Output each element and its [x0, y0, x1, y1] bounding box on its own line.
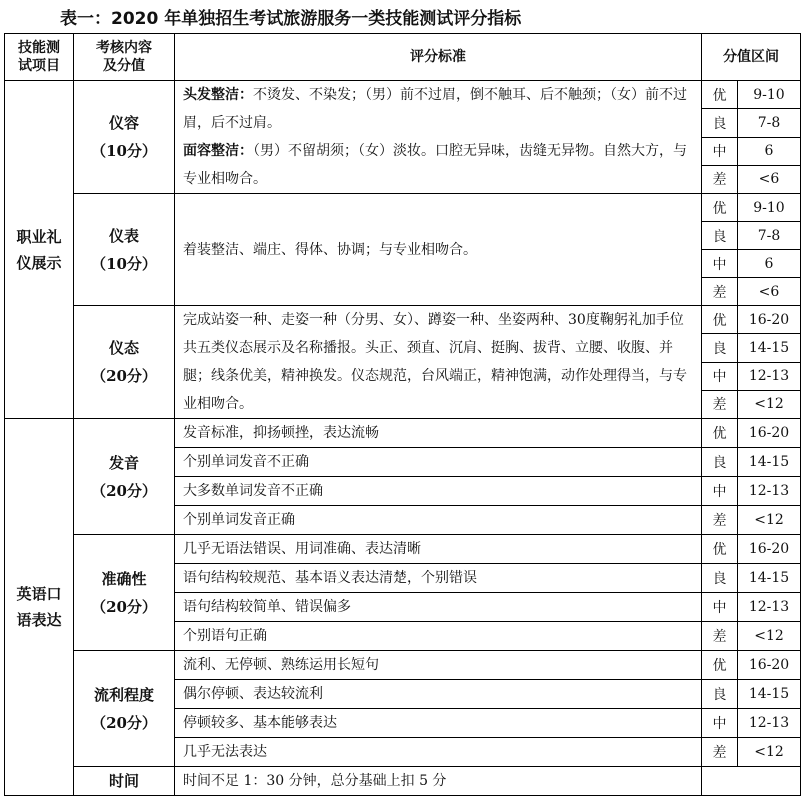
table-row: [5, 535, 801, 564]
table-row: [5, 767, 801, 796]
subitem-score: （20分）: [91, 713, 157, 732]
grade-cell: 优: [702, 194, 738, 222]
grade-cell: 中: [702, 250, 738, 278]
criteria-cell: 大多数单词发音不正确: [175, 477, 702, 506]
score-cell: 16-20: [738, 419, 801, 448]
criteria-cell: 语句结构较规范、基本语义表达清楚，个别错误: [175, 564, 702, 593]
hair-text: 不烫发、不染发；（男）前不过眉，倒不触耳、后不触颈；（女）前不过眉，后不过肩。: [183, 87, 687, 131]
criteria-cell: 个别单词发音正确: [175, 506, 702, 535]
header-skill-line2: 试项目: [18, 58, 60, 74]
grade-cell: 良: [702, 680, 738, 709]
score-cell: 16-20: [738, 651, 801, 680]
grade-cell: 差: [702, 738, 738, 767]
category-line2: 语表达: [16, 611, 62, 629]
score-cell: 12-13: [738, 362, 801, 390]
criteria-cell: 发音标准，抑扬顿挫，表达流畅: [175, 419, 702, 448]
subitem-name: 仪态: [108, 339, 139, 357]
score-cell: 6: [738, 137, 801, 165]
subitem-score: （20分）: [91, 367, 157, 385]
criteria-cell: 个别单词发音不正确: [175, 448, 702, 477]
grade-cell: 优: [702, 651, 738, 680]
subitem-score: （10分）: [91, 142, 157, 160]
score-cell: 14-15: [738, 564, 801, 593]
criteria-cell: 偶尔停顿、表达较流利: [175, 680, 702, 709]
grade-cell: 良: [702, 448, 738, 477]
criteria-cell: 停顿较多、基本能够表达: [175, 709, 702, 738]
header-content: [74, 34, 175, 81]
score-cell: 12-13: [738, 709, 801, 738]
page-title: 表一：2020 年单独招生考试旅游服务一类技能测试评分指标: [60, 9, 522, 29]
grade-cell: 中: [702, 362, 738, 390]
grade-cell: 中: [702, 709, 738, 738]
criteria-cell: 个别语句正确: [175, 622, 702, 651]
subitem-score: （10分）: [91, 254, 157, 273]
score-cell: 14-15: [738, 448, 801, 477]
criteria-dress: 着装整洁、端庄、得体、协调；与专业相吻合。: [175, 194, 702, 306]
table-row: [5, 306, 801, 334]
subitem-score: （20分）: [91, 481, 157, 500]
table-row: [5, 651, 801, 680]
empty-cell: [702, 767, 801, 796]
grade-cell: 优: [702, 535, 738, 564]
category-line1: 英语口: [16, 585, 62, 603]
subitem-posture: [74, 306, 175, 419]
header-content-line2: 及分值: [103, 58, 145, 74]
grade-cell: 中: [702, 477, 738, 506]
score-cell: 9-10: [738, 194, 801, 222]
category-line2: 仪展示: [16, 253, 62, 272]
header-skill-line1: 技能测: [18, 40, 60, 56]
subitem-name: 发音: [108, 453, 139, 472]
subitem-score: （20分）: [91, 597, 157, 616]
subitem-pronunciation: [74, 419, 175, 535]
score-cell: 16-20: [738, 535, 801, 564]
criteria-cell: 语句结构较简单、错误偏多: [175, 593, 702, 622]
score-cell: <6: [738, 278, 801, 306]
score-cell: 9-10: [738, 81, 801, 109]
score-cell: 16-20: [738, 306, 801, 334]
grade-cell: 差: [702, 622, 738, 651]
grade-cell: 差: [702, 165, 738, 193]
header-row: [5, 34, 801, 81]
score-cell: <6: [738, 165, 801, 193]
score-cell: <12: [738, 622, 801, 651]
scoring-table: [4, 33, 801, 796]
header-skill: [5, 34, 74, 81]
score-cell: <12: [738, 506, 801, 535]
score-cell: 14-15: [738, 680, 801, 709]
grade-cell: 差: [702, 506, 738, 535]
grade-cell: 良: [702, 109, 738, 137]
criteria-cell: 几乎无法表达: [175, 738, 702, 767]
header-content-line1: 考核内容: [96, 40, 152, 56]
criteria-appearance: [175, 81, 702, 194]
grade-cell: 优: [702, 419, 738, 448]
hair-label: 头发整洁：: [183, 87, 253, 103]
criteria-posture: 完成站姿一种、走姿一种（分男、女）、蹲姿一种、坐姿两种、30度鞠躬礼加手位共五类仪态展示及名称播报。头正、颈直、沉肩、挺胸、拔背、立腰、收腹、并腿；线条优美，精神换发。仪态规范，台风端正，精神饱满，动作处理得当，与专业相吻合。: [175, 306, 702, 419]
score-cell: <12: [738, 390, 801, 418]
subitem-name: 仪容: [108, 114, 139, 132]
face-text: （男）不留胡须；（女）淡妆。口腔无异味，齿缝无异物。自然大方，与专业相吻合。: [183, 143, 687, 187]
header-criteria: 评分标准: [175, 34, 702, 81]
score-cell: 7-8: [738, 109, 801, 137]
criteria-cell: 流利、无停顿、熟练运用长短句: [175, 651, 702, 680]
score-cell: <12: [738, 738, 801, 767]
category-english: [5, 419, 74, 796]
subitem-name: 准确性: [101, 569, 147, 588]
subitem-accuracy: [74, 535, 175, 651]
table-row: [5, 194, 801, 222]
grade-cell: 中: [702, 137, 738, 165]
subitem-dress: [74, 194, 175, 306]
grade-cell: 差: [702, 390, 738, 418]
score-cell: 6: [738, 250, 801, 278]
table-row: [5, 81, 801, 109]
subitem-time: 时间: [74, 767, 175, 796]
score-cell: 7-8: [738, 222, 801, 250]
subitem-appearance: [74, 81, 175, 194]
grade-cell: 优: [702, 81, 738, 109]
header-range: 分值区间: [702, 34, 801, 81]
grade-cell: 差: [702, 278, 738, 306]
subitem-fluency: [74, 651, 175, 767]
score-cell: 12-13: [738, 593, 801, 622]
criteria-time: 时间不足 1：30 分钟，总分基础上扣 5 分: [175, 767, 702, 796]
subitem-name: 流利程度: [93, 685, 154, 704]
criteria-cell: 几乎无语法错误、用词准确、表达清晰: [175, 535, 702, 564]
subitem-name: 仪表: [108, 226, 139, 245]
category-etiquette: [5, 81, 74, 419]
score-cell: 12-13: [738, 477, 801, 506]
category-line1: 职业礼: [16, 227, 62, 246]
grade-cell: 良: [702, 222, 738, 250]
grade-cell: 优: [702, 306, 738, 334]
face-label: 面容整洁：: [183, 143, 253, 159]
table-row: [5, 419, 801, 448]
grade-cell: 中: [702, 593, 738, 622]
grade-cell: 良: [702, 564, 738, 593]
grade-cell: 良: [702, 334, 738, 362]
score-cell: 14-15: [738, 334, 801, 362]
